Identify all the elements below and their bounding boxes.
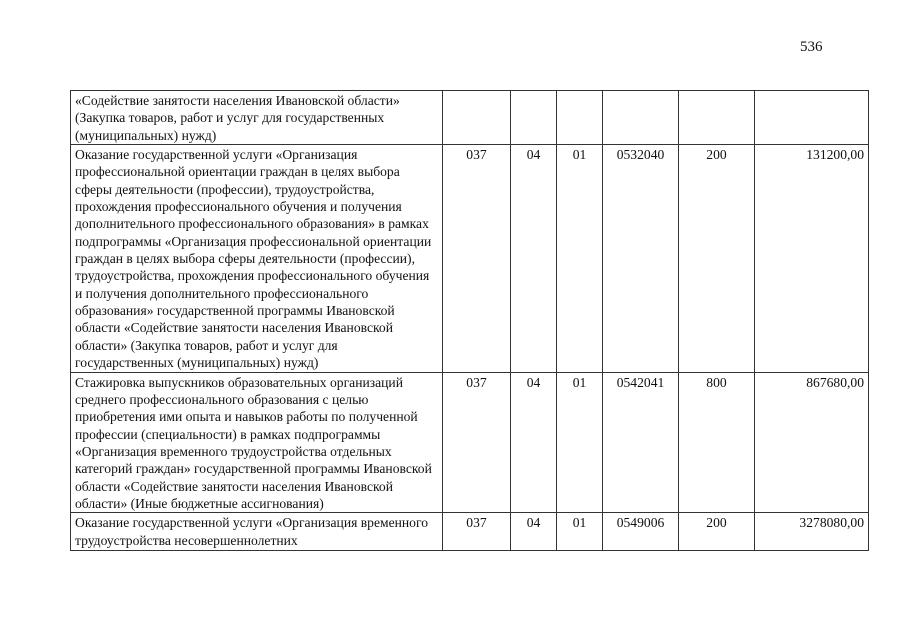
budget-table (70, 90, 869, 551)
target-code: 0532040 (603, 145, 679, 372)
table-row (71, 372, 869, 513)
expense-type-code (679, 91, 755, 145)
subsection-code (557, 91, 603, 145)
row-description: Оказание государственной услуги «Организация профессиональной ориентации граждан в целях выбора сферы деятельности (профессии), трудоустройства, прохождения профессионального обучения и получения дополнительного профессионального образования» в рамках подпрограммы «Организация профессиональной ориентации граждан в целях выбора сферы деятельности (профессии), трудоустройства, прохождения профессионального обучения и получения дополнительного профессионального образования» государственной программы Ивановской области «Содействие занятости населения Ивановской области» (Закупка товаров, работ и услуг для государственных (муниципальных) нужд) (71, 145, 443, 372)
row-description: Оказание государственной услуги «Организация временного трудоустройства несовершеннолетних (71, 513, 443, 551)
amount (755, 91, 869, 145)
ministry-code: 037 (443, 513, 511, 551)
subsection-code: 01 (557, 145, 603, 372)
target-code (603, 91, 679, 145)
row-description: «Содействие занятости населения Ивановской области» (Закупка товаров, работ и услуг для государственных (муниципальных) нужд) (71, 91, 443, 145)
table-row (71, 513, 869, 551)
amount: 131200,00 (755, 145, 869, 372)
ministry-code: 037 (443, 372, 511, 513)
target-code: 0542041 (603, 372, 679, 513)
section-code (511, 91, 557, 145)
expense-type-code: 200 (679, 145, 755, 372)
section-code: 04 (511, 372, 557, 513)
ministry-code: 037 (443, 145, 511, 372)
section-code: 04 (511, 513, 557, 551)
subsection-code: 01 (557, 372, 603, 513)
subsection-code: 01 (557, 513, 603, 551)
table-row (71, 91, 869, 145)
section-code: 04 (511, 145, 557, 372)
amount: 867680,00 (755, 372, 869, 513)
table-row (71, 145, 869, 372)
row-description: Стажировка выпускников образовательных организаций среднего профессионального образования с целью приобретения ими опыта и навыков работы по полученной профессии (специальности) в рамках подпрограммы «Организация временного трудоустройства отдельных категорий граждан» государственной программы Ивановской области «Содействие занятости населения Ивановской области» (Иные бюджетные ассигнования) (71, 372, 443, 513)
target-code: 0549006 (603, 513, 679, 551)
page-number: 536 (800, 39, 823, 55)
expense-type-code: 200 (679, 513, 755, 551)
expense-type-code: 800 (679, 372, 755, 513)
ministry-code (443, 91, 511, 145)
amount: 3278080,00 (755, 513, 869, 551)
